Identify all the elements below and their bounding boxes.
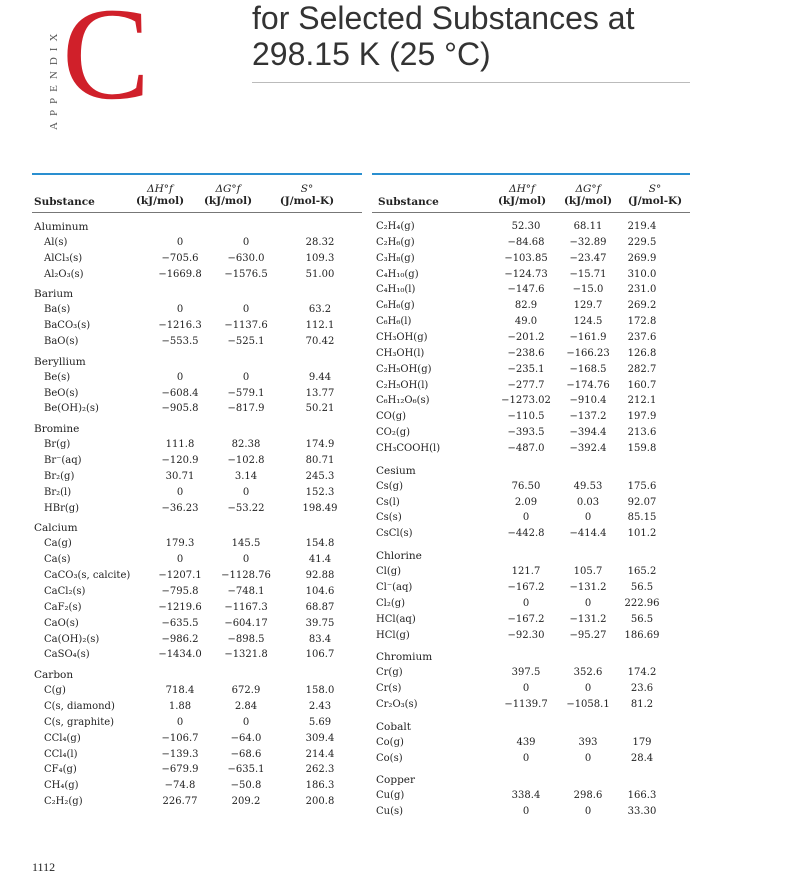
substance-name: CaCO₃(s, calcite) bbox=[44, 570, 131, 582]
substance-name: CaF₂(s) bbox=[44, 601, 82, 613]
substance-name: C₂H₂(g) bbox=[44, 796, 83, 808]
value-s: 63.2 bbox=[308, 304, 332, 316]
value-dh: 439 bbox=[516, 736, 536, 748]
value-dh: −277.7 bbox=[507, 379, 545, 391]
substance-name: C(s, graphite) bbox=[44, 716, 115, 728]
value-dh: −393.5 bbox=[507, 427, 545, 439]
substance-name: Cr(g) bbox=[376, 667, 403, 679]
value-dg: 352.6 bbox=[573, 667, 603, 679]
substance-name: CCl₄(g) bbox=[44, 732, 81, 744]
value-dg: 0 bbox=[242, 304, 250, 316]
appendix-letter: C bbox=[62, 0, 151, 127]
value-dh: −1216.3 bbox=[158, 320, 202, 332]
value-dh: 0 bbox=[176, 716, 184, 728]
value-dg: 672.9 bbox=[231, 685, 261, 697]
category-name: Aluminum bbox=[34, 221, 89, 233]
value-dg: −168.5 bbox=[569, 363, 607, 375]
value-s: 80.71 bbox=[305, 455, 335, 467]
value-dg: −53.22 bbox=[227, 502, 265, 514]
value-dg: −898.5 bbox=[227, 633, 265, 645]
value-dg: −161.9 bbox=[569, 332, 607, 344]
substance-name: Co(s) bbox=[376, 752, 403, 764]
value-dg: −1321.8 bbox=[224, 649, 268, 661]
substance-name: BaO(s) bbox=[44, 336, 79, 348]
right-table-header-rule bbox=[372, 212, 690, 213]
left-header-substance: Substance bbox=[34, 196, 95, 208]
value-dh: −74.8 bbox=[164, 780, 196, 792]
value-dh: −147.6 bbox=[507, 284, 545, 296]
value-s: 70.42 bbox=[305, 336, 335, 348]
substance-name: Co(g) bbox=[376, 736, 404, 748]
substance-name: CO(g) bbox=[376, 411, 407, 423]
left-table-header-rule bbox=[32, 212, 362, 213]
value-s: 229.5 bbox=[627, 236, 657, 248]
page-number: 1112 bbox=[32, 860, 56, 874]
substance-name: Ba(s) bbox=[44, 304, 71, 316]
value-dg: 393 bbox=[578, 736, 598, 748]
value-s: 50.21 bbox=[305, 403, 335, 415]
substance-name: Be(OH)₂(s) bbox=[44, 403, 99, 415]
value-dg: 298.6 bbox=[573, 790, 603, 802]
value-s: 28.4 bbox=[630, 752, 654, 764]
substance-name: CH₄(g) bbox=[44, 780, 79, 792]
value-dh: −608.4 bbox=[161, 387, 199, 399]
value-dh: 76.50 bbox=[511, 480, 541, 492]
substance-name: C₂H₆(g) bbox=[376, 236, 415, 248]
value-dg: 49.53 bbox=[573, 480, 603, 492]
substance-name: C(g) bbox=[44, 685, 66, 697]
substance-name: CaSO₄(s) bbox=[44, 649, 90, 661]
value-dg: 105.7 bbox=[573, 566, 603, 578]
value-dh: −92.30 bbox=[507, 629, 545, 641]
value-dg: 0 bbox=[242, 236, 250, 248]
page-title bbox=[252, 0, 634, 72]
category-name: Calcium bbox=[34, 522, 78, 535]
value-dh: 226.77 bbox=[162, 796, 198, 808]
value-dg: −23.47 bbox=[569, 252, 607, 264]
value-s: 83.4 bbox=[308, 633, 332, 645]
value-dh: −103.85 bbox=[504, 252, 548, 264]
value-dg: −910.4 bbox=[569, 395, 607, 407]
category-name: Barium bbox=[34, 288, 74, 301]
value-s: 269.9 bbox=[627, 252, 657, 264]
substance-name: Cu(s) bbox=[376, 806, 404, 818]
value-dh: 52.30 bbox=[511, 221, 541, 232]
substance-name: Br₂(g) bbox=[44, 470, 75, 482]
value-s: 174.2 bbox=[627, 667, 657, 679]
right-header-substance: Substance bbox=[378, 196, 439, 208]
substance-name: CO₂(g) bbox=[376, 427, 411, 439]
value-s: 172.8 bbox=[627, 316, 657, 328]
value-dh: 0 bbox=[522, 512, 530, 524]
value-dg: −525.1 bbox=[227, 336, 265, 348]
value-s: 51.00 bbox=[305, 268, 335, 280]
value-dh: −635.5 bbox=[161, 617, 199, 629]
value-dg: −32.89 bbox=[569, 236, 607, 248]
value-dh: 0 bbox=[176, 304, 184, 316]
substance-name: Ca(s) bbox=[44, 554, 71, 566]
substance-name: AlCl₃(s) bbox=[44, 252, 83, 264]
value-dh: 82.9 bbox=[514, 300, 538, 312]
substance-name: Cl₂(g) bbox=[376, 597, 406, 609]
substance-name: CaO(s) bbox=[44, 617, 79, 629]
value-dh: 0 bbox=[522, 752, 530, 764]
value-dg: −817.9 bbox=[227, 403, 265, 415]
value-s: 175.6 bbox=[627, 480, 657, 492]
category-name: Cobalt bbox=[376, 720, 411, 733]
value-dh: 121.7 bbox=[511, 566, 541, 578]
value-dg: −102.8 bbox=[227, 455, 265, 467]
substance-name: Al(s) bbox=[44, 236, 68, 248]
category-name: Chlorine bbox=[376, 550, 422, 563]
value-dg: −1137.6 bbox=[224, 320, 268, 332]
value-dg: 0 bbox=[242, 554, 250, 566]
value-dg: −166.23 bbox=[566, 347, 610, 359]
category-name: Cesium bbox=[376, 464, 416, 477]
value-s: 174.9 bbox=[305, 439, 335, 451]
value-dh: −1219.6 bbox=[158, 601, 202, 613]
value-s: 262.3 bbox=[305, 764, 335, 776]
value-dg: 0 bbox=[242, 716, 250, 728]
value-s: 159.8 bbox=[627, 443, 657, 455]
value-s: 81.2 bbox=[630, 698, 654, 710]
value-dg: −174.76 bbox=[566, 379, 610, 391]
value-dg: 0 bbox=[242, 371, 250, 383]
value-s: 214.4 bbox=[305, 748, 335, 760]
value-s: 68.87 bbox=[305, 601, 335, 613]
value-dh: 338.4 bbox=[511, 790, 541, 802]
value-s: 101.2 bbox=[627, 528, 657, 540]
category-name: Bromine bbox=[34, 423, 80, 436]
value-s: 33.30 bbox=[627, 806, 657, 818]
value-dg: −630.0 bbox=[227, 252, 265, 264]
value-s: 212.1 bbox=[627, 395, 657, 407]
left-table-top-rule bbox=[32, 173, 362, 175]
value-s: 109.3 bbox=[305, 252, 335, 264]
title-line-2: 298.15 K (25 °C) bbox=[252, 36, 491, 72]
left-header-s: S° (J/mol-K) bbox=[279, 183, 335, 207]
value-dh: −1273.02 bbox=[501, 395, 551, 407]
value-dh: 0 bbox=[176, 554, 184, 566]
value-dg: −1576.5 bbox=[224, 268, 268, 280]
value-s: 154.8 bbox=[305, 538, 335, 550]
substance-name: HCl(aq) bbox=[376, 613, 416, 625]
value-dg: 3.14 bbox=[234, 470, 258, 482]
value-dh: 49.0 bbox=[514, 316, 538, 328]
substance-name: HCl(g) bbox=[376, 629, 410, 641]
value-dh: −442.8 bbox=[507, 528, 545, 540]
substance-name: HBr(g) bbox=[44, 502, 80, 514]
value-s: 41.4 bbox=[308, 554, 332, 566]
right-header-dh: ΔH°f (kJ/mol) bbox=[497, 183, 547, 207]
substance-name: C₄H₁₀(l) bbox=[376, 284, 416, 296]
substance-name: Br(g) bbox=[44, 439, 71, 451]
substance-name: Cl(g) bbox=[376, 566, 402, 578]
value-dh: −106.7 bbox=[161, 732, 199, 744]
substance-name: Br⁻(aq) bbox=[44, 455, 82, 467]
title-line-1: for Selected Substances at bbox=[252, 0, 635, 36]
value-s: 165.2 bbox=[627, 566, 657, 578]
value-dg: −1167.3 bbox=[224, 601, 268, 613]
value-dg: −68.6 bbox=[230, 748, 262, 760]
value-s: 92.88 bbox=[305, 570, 335, 582]
substance-name: BaCO₃(s) bbox=[44, 320, 91, 332]
value-dh: −167.2 bbox=[507, 613, 545, 625]
substance-name: Cr₂O₃(s) bbox=[376, 698, 418, 710]
value-s: 222.96 bbox=[624, 597, 660, 609]
value-dh: 111.8 bbox=[165, 439, 195, 451]
value-s: 198.49 bbox=[302, 502, 338, 514]
value-dg: 2.84 bbox=[234, 700, 258, 712]
substance-name: C₆H₆(l) bbox=[376, 316, 412, 328]
right-header-s: S° (J/mol-K) bbox=[627, 183, 683, 207]
value-dg: −414.4 bbox=[569, 528, 607, 540]
value-s: 309.4 bbox=[305, 732, 335, 744]
value-dg: 145.5 bbox=[231, 538, 261, 550]
value-dh: −84.68 bbox=[507, 236, 545, 248]
value-s: 282.7 bbox=[627, 363, 657, 375]
value-s: 92.07 bbox=[627, 496, 657, 508]
substance-name: BeO(s) bbox=[44, 387, 79, 399]
value-s: 56.5 bbox=[630, 581, 654, 593]
value-dh: −795.8 bbox=[161, 585, 199, 597]
value-dg: −15.71 bbox=[569, 268, 607, 280]
value-dg: 0 bbox=[584, 597, 592, 609]
value-dg: 68.11 bbox=[573, 221, 603, 232]
substance-name: Br₂(l) bbox=[44, 486, 72, 498]
appendix-label: APPENDIX bbox=[48, 27, 60, 130]
value-s: 231.0 bbox=[627, 284, 657, 296]
substance-name: Cr(s) bbox=[376, 683, 402, 695]
value-dh: −36.23 bbox=[161, 502, 199, 514]
value-dg: −64.0 bbox=[230, 732, 262, 744]
value-s: 152.3 bbox=[305, 486, 335, 498]
value-dg: −748.1 bbox=[227, 585, 265, 597]
substance-name: C(s, diamond) bbox=[44, 700, 115, 712]
value-dg: −15.0 bbox=[572, 284, 604, 296]
value-dg: 0 bbox=[584, 512, 592, 524]
value-s: 197.9 bbox=[627, 411, 657, 423]
value-dg: −394.4 bbox=[569, 427, 607, 439]
value-dg: 0.03 bbox=[576, 496, 600, 508]
value-dh: 397.5 bbox=[511, 667, 541, 679]
value-s: 104.6 bbox=[305, 585, 335, 597]
value-s: 39.75 bbox=[305, 617, 335, 629]
category-name: Chromium bbox=[376, 651, 433, 664]
substance-name: Al₂O₃(s) bbox=[44, 268, 84, 280]
value-dg: −579.1 bbox=[227, 387, 265, 399]
substance-name: Cs(s) bbox=[376, 512, 402, 524]
left-header-dh: ΔH°f (kJ/mol) bbox=[135, 183, 185, 207]
value-dh: 179.3 bbox=[165, 538, 195, 550]
substance-name: C₄H₁₀(g) bbox=[376, 268, 419, 280]
value-s: 112.1 bbox=[305, 320, 335, 332]
substance-name: C₂H₄(g) bbox=[376, 221, 415, 232]
value-dg: 0 bbox=[242, 486, 250, 498]
value-dh: −124.73 bbox=[504, 268, 548, 280]
value-s: 5.69 bbox=[308, 716, 332, 728]
value-s: 310.0 bbox=[627, 268, 657, 280]
value-dg: 129.7 bbox=[573, 300, 603, 312]
value-dh: 0 bbox=[176, 236, 184, 248]
value-dh: −167.2 bbox=[507, 581, 545, 593]
value-s: 166.3 bbox=[627, 790, 657, 802]
value-dg: −137.2 bbox=[569, 411, 607, 423]
value-dh: −235.1 bbox=[507, 363, 545, 375]
value-dg: 124.5 bbox=[573, 316, 603, 328]
value-dg: −131.2 bbox=[569, 581, 607, 593]
value-dh: −553.5 bbox=[161, 336, 199, 348]
category-name: Copper bbox=[376, 774, 416, 787]
substance-name: Be(s) bbox=[44, 371, 71, 383]
value-s: 56.5 bbox=[630, 613, 654, 625]
value-dh: −1139.7 bbox=[504, 698, 548, 710]
value-s: 85.15 bbox=[627, 512, 657, 524]
value-dh: −238.6 bbox=[507, 347, 545, 359]
value-s: 219.4 bbox=[627, 221, 657, 232]
value-dh: 0 bbox=[522, 597, 530, 609]
value-s: 200.8 bbox=[305, 796, 335, 808]
value-s: 213.6 bbox=[627, 427, 657, 439]
value-dh: 2.09 bbox=[514, 496, 538, 508]
value-dg: −131.2 bbox=[569, 613, 607, 625]
value-dg: −50.8 bbox=[230, 780, 262, 792]
value-s: 9.44 bbox=[308, 371, 332, 383]
substance-name: CCl₄(l) bbox=[44, 748, 78, 760]
right-header-dg: ΔG°f (kJ/mol) bbox=[563, 183, 613, 207]
value-dh: 0 bbox=[522, 683, 530, 695]
value-dg: 0 bbox=[584, 752, 592, 764]
value-s: 23.6 bbox=[630, 683, 654, 695]
value-dg: −1058.1 bbox=[566, 698, 610, 710]
value-s: 186.3 bbox=[305, 780, 335, 792]
value-dh: 0 bbox=[522, 806, 530, 818]
category-name: Carbon bbox=[34, 669, 74, 682]
value-dh: −905.8 bbox=[161, 403, 199, 415]
title-divider bbox=[252, 82, 690, 83]
substance-name: CH₃OH(g) bbox=[376, 332, 428, 344]
substance-name: C₂H₅OH(g) bbox=[376, 363, 432, 375]
value-dh: −705.6 bbox=[161, 252, 199, 264]
value-dh: −120.9 bbox=[161, 455, 199, 467]
value-dg: 0 bbox=[584, 683, 592, 695]
value-dh: −487.0 bbox=[507, 443, 545, 455]
substance-name: Cs(g) bbox=[376, 480, 403, 492]
substance-name: Cs(l) bbox=[376, 496, 400, 508]
substance-name: C₆H₆(g) bbox=[376, 300, 415, 312]
substance-name: C₂H₅OH(l) bbox=[376, 379, 429, 391]
value-s: 269.2 bbox=[627, 300, 657, 312]
substance-name: Ca(OH)₂(s) bbox=[44, 633, 100, 645]
value-s: 237.6 bbox=[627, 332, 657, 344]
substance-name: CH₃COOH(l) bbox=[376, 443, 441, 455]
value-s: 179 bbox=[632, 736, 652, 748]
value-dg: −95.27 bbox=[569, 629, 607, 641]
value-dh: −110.5 bbox=[507, 411, 545, 423]
value-s: 126.8 bbox=[627, 347, 657, 359]
value-dh: −1669.8 bbox=[158, 268, 202, 280]
value-dg: −392.4 bbox=[569, 443, 607, 455]
substance-name: CsCl(s) bbox=[376, 528, 413, 540]
category-name: Beryllium bbox=[34, 355, 86, 368]
value-dh: 0 bbox=[176, 486, 184, 498]
substance-name: Cu(g) bbox=[376, 790, 405, 802]
substance-name: CF₄(g) bbox=[44, 764, 77, 776]
substance-name: Cl⁻(aq) bbox=[376, 581, 413, 593]
value-dg: −635.1 bbox=[227, 764, 265, 776]
value-dh: −1434.0 bbox=[158, 649, 202, 661]
value-dh: −201.2 bbox=[507, 332, 545, 344]
substance-name: CH₃OH(l) bbox=[376, 347, 425, 359]
value-s: 28.32 bbox=[305, 236, 335, 248]
value-s: 158.0 bbox=[305, 685, 335, 697]
value-dg: 209.2 bbox=[231, 796, 261, 808]
value-dh: −1207.1 bbox=[158, 570, 202, 582]
value-dh: −986.2 bbox=[161, 633, 199, 645]
left-header-dg: ΔG°f (kJ/mol) bbox=[203, 183, 253, 207]
value-dh: 0 bbox=[176, 371, 184, 383]
right-table-top-rule bbox=[372, 173, 690, 175]
substance-name: CaCl₂(s) bbox=[44, 585, 86, 597]
value-s: 2.43 bbox=[308, 700, 332, 712]
value-s: 245.3 bbox=[305, 470, 335, 482]
substance-name: Ca(g) bbox=[44, 538, 72, 550]
value-s: 106.7 bbox=[305, 649, 335, 661]
value-dh: 30.71 bbox=[165, 470, 195, 482]
value-s: 186.69 bbox=[624, 629, 660, 641]
substance-name: C₆H₁₂O₆(s) bbox=[376, 395, 430, 407]
value-dh: −679.9 bbox=[161, 764, 199, 776]
value-dg: −1128.76 bbox=[221, 570, 271, 582]
value-dh: 718.4 bbox=[165, 685, 195, 697]
value-dg: 0 bbox=[584, 806, 592, 818]
value-dh: 1.88 bbox=[168, 700, 192, 712]
value-dg: −604.17 bbox=[224, 617, 268, 629]
value-s: 160.7 bbox=[627, 379, 657, 391]
value-s: 13.77 bbox=[305, 387, 335, 399]
value-dh: −139.3 bbox=[161, 748, 199, 760]
value-dg: 82.38 bbox=[231, 439, 261, 451]
substance-name: C₃H₈(g) bbox=[376, 252, 415, 264]
